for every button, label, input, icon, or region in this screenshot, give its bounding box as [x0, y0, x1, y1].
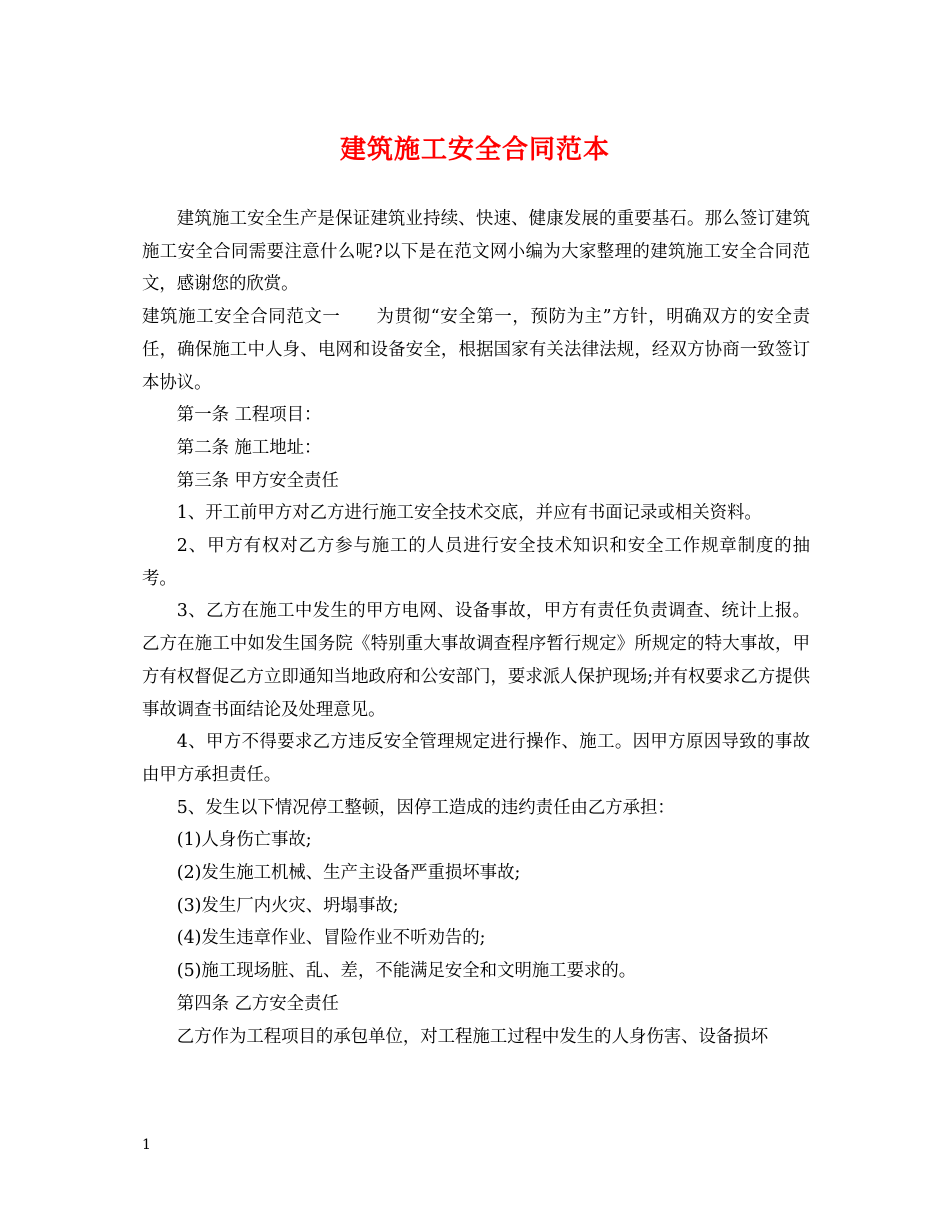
list-item-1: (1)人身伤亡事故; — [176, 830, 312, 851]
list-item-2: (2)发生施工机械、生产主设备严重损坏事故; — [176, 863, 521, 884]
page-number: 1 — [142, 1137, 151, 1153]
article-4-paragraph: 乙方作为工程项目的承包单位，对工程施工过程中发生的人身伤害、设备损坏 — [176, 1026, 769, 1047]
document-body — [142, 203, 810, 1053]
intro-paragraph: 建筑施工安全生产是保证建筑业持续、快速、健康发展的重要基石。那么签订建筑施工安全合同需要注意什么呢?以下是在范文网小编为大家整理的建筑施工安全合同范文，感谢您的欣赏。 — [142, 209, 810, 295]
article-2-heading: 第二条 施工地址： — [176, 437, 322, 458]
clause-3-4: 4、甲方不得要求乙方违反安全管理规定进行操作、施工。因甲方原因导致的事故由甲方承担责任。 — [142, 732, 810, 785]
list-item-5: (5)施工现场脏、乱、差，不能满足安全和文明施工要求的。 — [176, 961, 637, 982]
list-item-3: (3)发生厂内火灾、坍塌事故; — [176, 895, 399, 916]
clause-3-5: 5、发生以下情况停工整顿，因停工造成的违约责任由乙方承担： — [176, 797, 675, 818]
clause-3-1: 1、开工前甲方对乙方进行施工安全技术交底，并应有书面记录或相关资料。 — [176, 503, 762, 524]
document-title: 建筑施工安全合同范本 — [339, 135, 610, 165]
article-1-heading: 第一条 工程项目： — [176, 405, 322, 426]
list-item-4: (4)发生违章作业、冒险作业不听劝告的; — [176, 928, 486, 949]
article-3-heading: 第三条 甲方安全责任 — [176, 470, 339, 491]
clause-3-3: 3、乙方在施工中发生的甲方电网、设备事故，甲方有责任负责调查、统计上报。乙方在施工中如发生国务院《特别重大事故调查程序暂行规定》所规定的特大事故，甲方有权督促乙方立即通知当地政府和公安部门，要求派人保护现场;并有权要求乙方提供事故调查书面结论及处理意见。 — [142, 601, 810, 720]
article-4-heading: 第四条 乙方安全责任 — [176, 993, 339, 1014]
contract-preamble: 建筑施工安全合同范文一 为贯彻“安全第一，预防为主”方针，明确双方的安全责任，确保施工中人身、电网和设备安全，根据国家有关法律法规，经双方协商一致签订本协议。 — [142, 307, 810, 393]
clause-3-2: 2、甲方有权对乙方参与施工的人员进行安全技术知识和安全工作规章制度的抽考。 — [142, 536, 810, 589]
